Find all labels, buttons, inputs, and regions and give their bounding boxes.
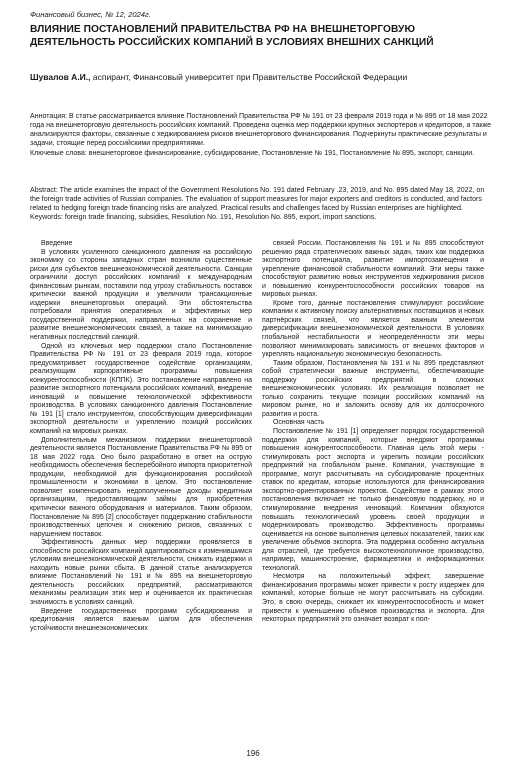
paragraph: Таким образом, Постановления № 191 и № 895 представляют собой стратегически важные инструменты, обеспечивающие поддержку российских предприятий в сложных внешнеэкономических условиях. Их реализация позволяет не только сохранить текущие позиции российских компаний на мировом рынке, но и заложить основу для их долгосрочного развития и роста. xyxy=(262,359,484,418)
paragraph: Дополнительным механизмом поддержки внешнеторговой деятельности является Постановление Правительства РФ № 895 от 18 мая 2022 года. Оно было разработано в ответ на острую необходимость обеспечения бесперебойного импорта приоритетной продукции, необходимой для функционирования российской промышленности и экономики в целом. Это постановление позволяет компенсировать недополученные доходы кредитным организациям, предоставляющим займы для приобретения критически важного оборудования и материалов. Таким образом, Постановление № 895 [2] способствует поддержанию стабильности производственных цепочек и снижению рисков, связанных с нарушением поставок. xyxy=(30,436,252,538)
author-name: Шувалов А.И., xyxy=(30,72,91,82)
abstract-ru xyxy=(30,112,492,158)
paragraph: Кроме того, данные постановления стимулируют российские компании к активному поиску альтернативных поставщиков и новых партнёрских связей, что является важным элементом диверсификации внешнеэкономической деятельности. В условиях глобальной нестабильности и неопределённости эти меры позволяют минимизировать зависимость от внешних факторов и укреплять национальную экономическую безопасность. xyxy=(262,299,484,359)
keywords-en: Keywords: foreign trade financing, subsidies, Resolution No. 191, Resolution No. 895, export, import sanctions. xyxy=(30,214,377,222)
paragraph: Постановление № 191 [1] определяет порядок государственной поддержки для компаний, которые внедряют программы повышения конкурентоспособности. Главная цель этой меры - стимулировать рост экспорта и укрепить позиции российских предприятий на глобальном рынке. Компании, участвующие в программе, могут рассчитывать на субсидирование процентных ставок по кредитам, которые используются для финансирования экспортно-ориентированных проектов. Содействие в рамках этого постановления включает не только финансовую поддержку, но и стимулирование внедрения инноваций. Компании обязуются повышать технологический уровень своей продукции и модернизировать производство. Эффективность программы оценивается на основе выполнения целевых показателей, таких как увеличение объёмов экспорта. Эта поддержка особенно актуальна для отраслей, где требуется высокотехнологичное производство, например, машиностроение, фармацевтики и информационных технологий. xyxy=(262,428,484,572)
paragraph: Одной из ключевых мер поддержки стало Постановление Правительства РФ № 191 от 23 февраля 2019 года, которое предусматривает государственное содействие организациям, реализующим корпоративные программы повышения конкурентоспособности (КППК). Это постановление направлено на развитие экспортного потенциала российских компаний, внедрение инноваций и повышение технологической эффективности производства. В условиях санкционного давления Постановление № 191 [1] стало инструментом, способствующим диверсификации экспортной деятельности и укреплению позиций российских компаний на мировых рынках. xyxy=(30,342,252,436)
paragraph: Введение государственных программ субсидирования и кредитования является важным шагом для обеспечения устойчивости внешнеэкономических xyxy=(30,607,252,632)
abstract-en-text: Abstract: The article examines the impact of the Government Resolutions No. 191 dated February .23, 2019, and No. 895 dated May 18, 2022, on the foreign trade activities of Russian companies. The evaluation of support measures for major exporters and creditors is conducted, and factors related to hedging foreign trade financing risks are analyzed. Practical results and challenges faced by Russian enterprises are highlighted. xyxy=(30,187,485,213)
keywords-ru: Ключевые слова: внешнеторговое финансирование, субсидирование, Постановление № 191, Постановление № 895, экспорт, санкции. xyxy=(30,149,475,157)
abstract-ru-text: Аннотация: В статье рассматривается влияние Постановлений Правительства РФ № 191 от 23 февраля 2019 года и № 895 от 18 мая 2022 года на внешнеторговую деятельность российских компаний. Проведена оценка мер поддержки крупных экспортеров и кредиторов, а также анализируются факторы, связанные с хеджированием рисков внешнеторгового финансирования. Подчеркнуты практические результаты и задачи, стоящие перед российскими предприятиями. xyxy=(30,113,492,148)
article-title: ВЛИЯНИЕ ПОСТАНОВЛЕНИЙ ПРАВИТЕЛЬСТВА РФ НА ВНЕШНЕТОРГОВУЮ ДЕЯТЕЛЬНОСТЬ РОССИЙСКИХ КОМПАНИЙ В УСЛОВИЯХ ВНЕШНИХ САНКЦИЙ xyxy=(30,24,434,48)
paragraph: В условиях усиленного санкционного давления на российскую экономику со стороны западных стран возникли существенные риски для субъектов внешнеэкономической деятельности. Санкции ограничили доступ российских компаний к международным финансовым рынкам, поставили под угрозу стабильность поставок критически важной продукции и увеличили трансакционные издержки внешнеторговых операций. Эти обстоятельства потребовали принятия оперативных и эффективных мер государственной поддержки, направленных на сохранение и развитие внешнеэкономических связей, а также на минимизацию негативных последствий санкций. xyxy=(30,248,252,342)
paragraph: Эффективность данных мер поддержки проявляется в способности российских компаний адаптироваться к изменившимся условиям внешнеэкономической деятельности, снижать издержки и находить новые рынки сбыта. В данной статье анализируется влияние Постановлений № 191 и № 895 на внешнеторговую деятельность российских предприятий, рассматриваются механизмы реализации этих мер и оценивается их практическая значимость в условиях санкций. xyxy=(30,539,252,606)
section-heading-main: Основная часть xyxy=(273,419,325,427)
body-column-right xyxy=(262,240,484,625)
body-column-left xyxy=(30,240,252,633)
paragraph: Несмотря на положительный эффект, завершение финансирования программы может привести к росту издержек для компаний, которые больше не могут рассчитывать на субсидии. Это, в свою очередь, снижает их конкурентоспособность и может привести к уменьшению объёмов производства и экспорта. Для некоторых предприятий это означает возврат к пол- xyxy=(262,573,484,624)
paragraph: связей России. Постановления № 191 и № 895 способствуют решению ряда стратегических важных задач, таких как поддержка экспортного потенциала, развитие импортозамещения и укрепление финансовой стабильности компаний. Эти меры также способствуют развитию новых инструментов хеджирования рисков и повышению конкурентоспособности российских товаров на мировых рынках. xyxy=(262,240,484,299)
author-affiliation: аспирант, Финансовый университет при Правительстве Российской Федерации xyxy=(92,72,408,82)
abstract-en xyxy=(30,186,492,223)
journal-header: Финансовый бизнес, № 12, 2024г. xyxy=(30,10,151,19)
section-heading-introduction: Введение xyxy=(41,240,73,247)
author-line xyxy=(30,72,485,84)
page-number: 196 xyxy=(246,749,260,758)
